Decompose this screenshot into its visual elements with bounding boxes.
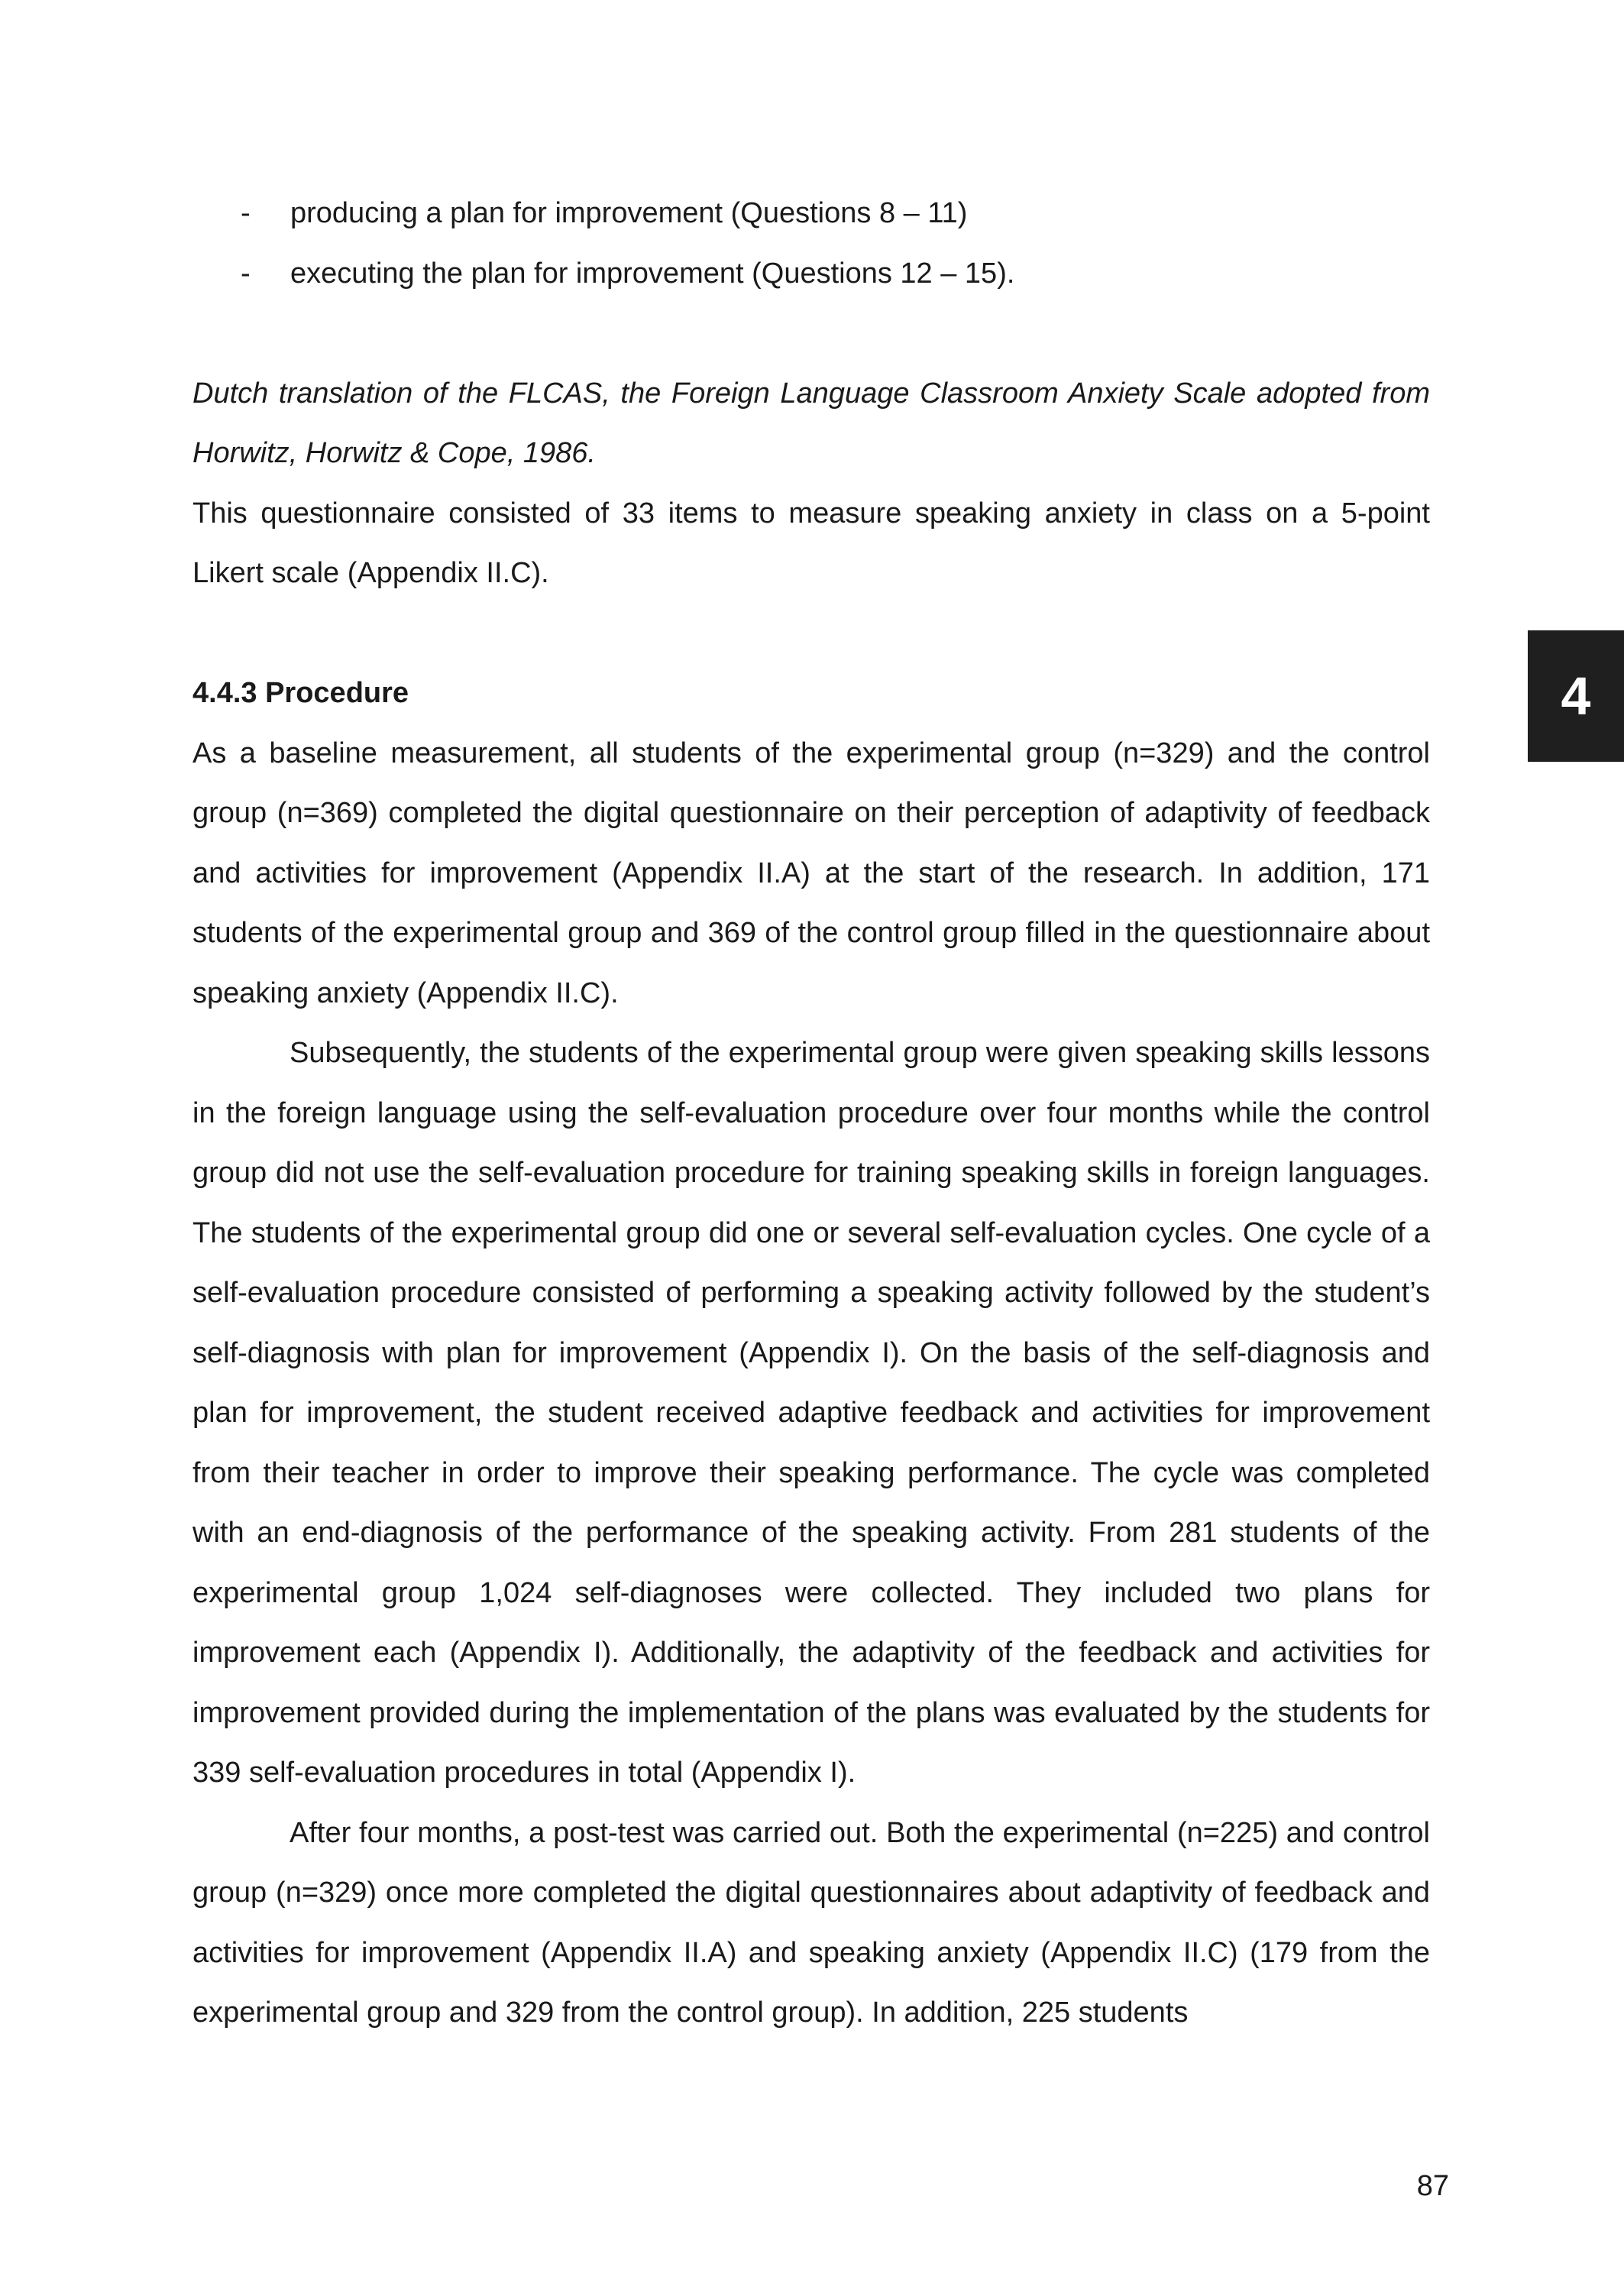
bullet-marker: - [241, 197, 251, 229]
page-number: 87 [1416, 2170, 1449, 2202]
spacer [192, 604, 1430, 664]
page-body [192, 183, 1430, 2043]
bullet-text: executing the plan for improvement (Questions 12 – 15). [290, 257, 1015, 290]
instrument-description: This questionnaire consisted of 33 items to measure speaking anxiety in class on a 5-point Likert scale (Appendix II.C). [192, 497, 1430, 589]
bullet-list [192, 183, 1430, 303]
instrument-title: Dutch translation of the FLCAS, the Foreign Language Classroom Anxiety Scale adopted from Horwitz, Horwitz & Cope, 1986. [192, 377, 1430, 469]
spacer [192, 303, 1430, 364]
list-item [192, 244, 1430, 304]
list-item [192, 183, 1430, 244]
chapter-tab: 4 [1528, 630, 1624, 762]
section-heading: 4.4.3 Procedure [192, 677, 409, 709]
paragraph: After four months, a post-test was carried out. Both the experimental (n=225) and control group (n=329) once more completed the digital questionnaires about adaptivity of feedback and activities for improvement (Appendix II.A) and speaking anxiety (Appendix II.C) (179 from the experimental group and 329 from the control group). In addition, 225 students [192, 1816, 1430, 2029]
paragraph: Subsequently, the students of the experimental group were given speaking skills lessons in the foreign language using the self-evaluation procedure over four months while the control group did not use the self-evaluation procedure for training speaking skills in foreign languages. The students of the experimental group did one or several self-evaluation cycles. One cycle of a self-evaluation procedure consisted of performing a speaking activity followed by the student’s self-diagnosis with plan for improvement (Appendix I). On the basis of the self-diagnosis and plan for improvement, the student received adaptive feedback and activities for improvement from their teacher in order to improve their speaking performance. The cycle was completed with an end-diagnosis of the performance of the speaking activity. From 281 students of the experimental group 1,024 self-diagnoses were collected. They included two plans for improvement each (Appendix I). Additionally, the adaptivity of the feedback and activities for improvement provided during the implementation of the plans was evaluated by the students for 339 self-evaluation procedures in total (Appendix I). [192, 1037, 1430, 1789]
paragraph: As a baseline measurement, all students of the experimental group (n=329) and the control group (n=369) completed the digital questionnaire on their perception of adaptivity of feedback and activities for improvement (Appendix II.A) at the start of the research. In addition, 171 students of the experimental group and 369 of the control group filled in the questionnaire about speaking anxiety (Appendix II.C). [192, 737, 1430, 1009]
bullet-marker: - [241, 257, 251, 290]
bullet-text: producing a plan for improvement (Questions 8 – 11) [290, 197, 968, 229]
